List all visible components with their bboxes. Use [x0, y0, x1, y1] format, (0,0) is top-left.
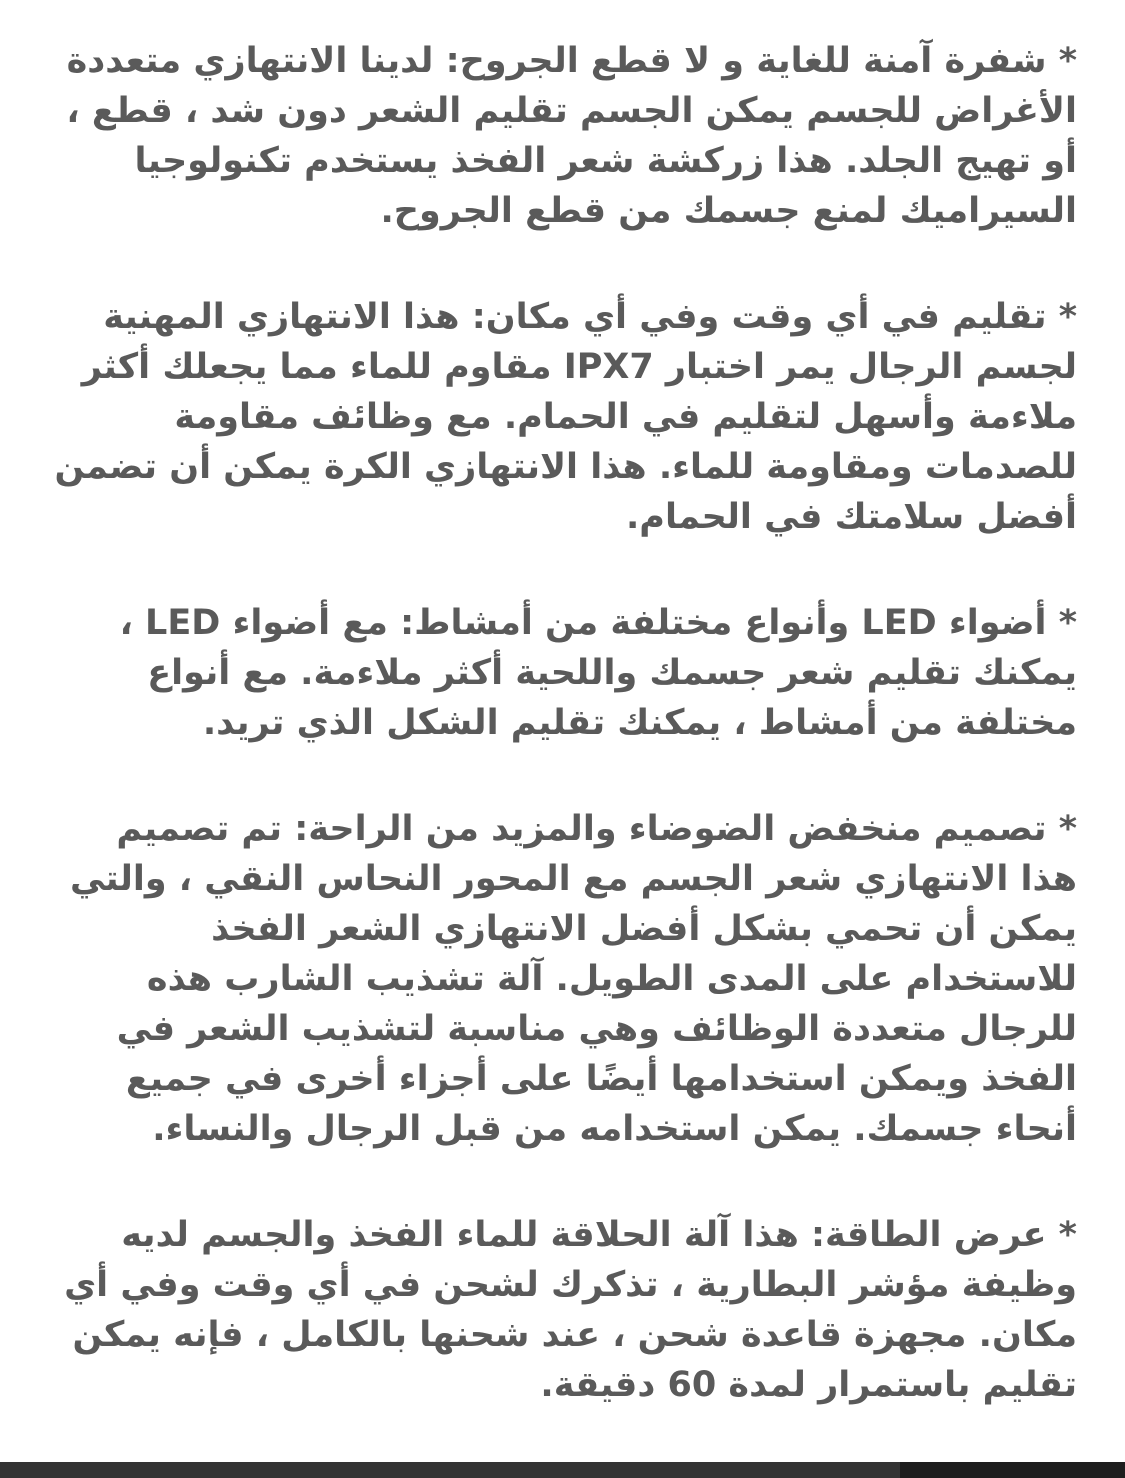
feature-paragraph-power-display: * عرض الطاقة: هذا آلة الحلاقة للماء الفخذ والجسم لديه وظيفة مؤشر البطارية ، تذكرك لشحن في أي وقت وفي أي مكان. مجهزة قاعدة شحن ، عند شحنها بالكامل ، فإنه يمكن تقليم باستمرار لمدة 60 دقيقة. [64, 1215, 1077, 1405]
bottom-bar-left-segment [900, 1462, 1125, 1478]
bottom-bar-right-segment [0, 1462, 900, 1478]
feature-paragraph-led-combs: * أضواء LED وأنواع مختلفة من أمشاط: مع أضواء LED ، يمكنك تقليم شعر جسمك واللحية أكثر ملاءمة. مع أنواع مختلفة من أمشاط ، يمكنك تقليم الشكل الذي تريد. [119, 603, 1077, 743]
product-description [37, 36, 1077, 1466]
feature-paragraph-waterproof: * تقليم في أي وقت وفي أي مكان: هذا الانتهازي المهنية لجسم الرجال يمر اختبار IPX7 مقاوم للماء مما يجعلك أكثر ملاءمة وأسهل لتقليم في الحمام. مع وظائف مقاومة للصدمات ومقاومة للماء. هذا الانتهازي الكرة يمكن أن تضمن أفضل سلامتك في الحمام. [54, 297, 1077, 537]
bottom-bar [0, 1462, 1125, 1478]
feature-paragraph-low-noise: * تصميم منخفض الضوضاء والمزيد من الراحة: تم تصميم هذا الانتهازي شعر الجسم مع المحور النحاس النقي ، والتي يمكن أن تحمي بشكل أفضل الانتهازي الشعر الفخذ للاستخدام على المدى الطويل. آلة تشذيب الشارب هذه للرجال متعددة الوظائف وهي مناسبة لتشذيب الشعر في الفخذ ويمكن استخدامها أيضًا على أجزاء أخرى في جميع أنحاء جسمك. يمكن استخدامه من قبل الرجال والنساء. [70, 809, 1077, 1149]
feature-paragraph-safe-blade: * شفرة آمنة للغاية و لا قطع الجروح: لدينا الانتهازي متعددة الأغراض للجسم يمكن الجسم تقليم الشعر دون شد ، قطع ، أو تهيج الجلد. هذا زركشة شعر الفخذ يستخدم تكنولوجيا السيراميك لمنع جسمك من قطع الجروح. [66, 41, 1077, 231]
